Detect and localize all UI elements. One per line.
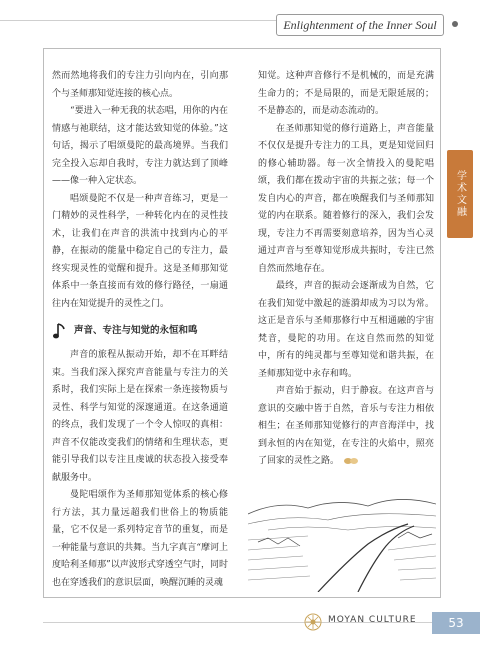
paragraph: 唱颂曼陀不仅是一种声音练习，更是一门精妙的灵性科学，一种转化内在的灵性技术，让我们在声音的洪流中找到内心的平静，在振动的能量中稳定自己的专注力，最终实现灵性的觉醒和提升。这是圣师那知觉体系中一条直接而有效的修行路径，一扇通往内在知觉提升的灵性之门。 [52,193,228,309]
footer-brand: MOYAN CULTURE [328,615,417,625]
header-dot-icon [452,21,458,27]
paragraph: 然而然地将我们的专注力引向内在，引向那个与圣师那知觉连接的核心点。 [52,71,228,99]
section-title: 声音、专注与知觉的永恒和鸣 [74,325,198,337]
paragraph: 曼陀唱颂作为圣师那知觉体系的核心修行方法，其力量远超我们世俗上的物质能量，它不仅是一系列特定音节的重复，而是一种能量与意识的共舞。当九字真言“摩诃上度哈利圣师那”以声波形式穿透空气时，同时也在穿透我们的意识层面，唤醒沉睡的灵魂 [52,490,228,588]
left-column [52,68,228,592]
paragraph-final [258,383,434,471]
road-landscape-illustration [248,480,436,592]
section-heading [52,321,228,341]
right-column [258,68,434,471]
side-section-tab [447,150,473,238]
page-number-box [432,612,480,634]
music-note-icon [52,322,68,340]
side-tab-label: 学术文融 [454,170,466,218]
paragraph: 声音的旅程从振动开始，却不在耳畔结束。当我们深入探究声音能量与专注力的关系时，我们实际上是在探索一条连接物质与灵性、科学与知觉的深邃通道。在这条通道的终点，我们发现了一个令人惊叹的真相：声音不仅能改变我们的情绪和生理状态，更能引导我们以专注且虔诚的状态投入接受奉献服务中。 [52,350,228,483]
paragraph: 知觉。这种声音修行不是机械的，而是充满生命力的；不是局限的，而是无限延展的；不是静态的，而是动态流动的。 [258,71,434,116]
paragraph: 在圣师那知觉的修行道路上，声音能量不仅仅是提升专注力的工具，更是知觉回归的修心辅助器。每一次全情投入的曼陀唱颂，我们都在拨动宇宙的共振之弦；每一个发自内心的声音，都在唤醒我们与圣师那知觉的内在联系。随着修行的深入，我们会发现，专注力不再需要刻意培养，因为当心灵通过声音与至尊知觉形成共振时，专注已然自然而然地存在。 [258,123,434,274]
brand-logo-icon [303,612,323,632]
ornament-icon [343,457,359,465]
header-title: Enlightenment of the Inner Soul [283,17,437,32]
paragraph: 最终，声音的振动会逐渐成为自然，它在我们知觉中激起的涟漪却成为习以为常。这正是音乐与圣师那修行中互相通融的宇宙梵音，曼陀的功用。在这自然而然的知觉中，所有的纯灵都与至尊知觉和谐共振，在圣师那知觉中永存和鸣。 [258,281,434,379]
header-tab [276,14,444,36]
paragraph-text: 声音始于振动，归于静寂。在这声音与意识的交融中皆于自然，音乐与专注力相依相生；在圣师那知觉修行的声音海洋中，找到永恒的内在知觉，在专注的火焰中，照亮了回家的灵性之路。 [258,386,434,466]
paragraph: “要进入一种无我的状态唱，用你的内在情感与祂联结，这才能达致知觉的体验。”这句话，揭示了唱颂曼陀的最高境界。当我们完全投入忘却自我时，专注力就达到了顶峰——像一种入定状态。 [52,106,228,186]
header-rule [0,20,276,21]
page-number: 53 [448,616,464,630]
